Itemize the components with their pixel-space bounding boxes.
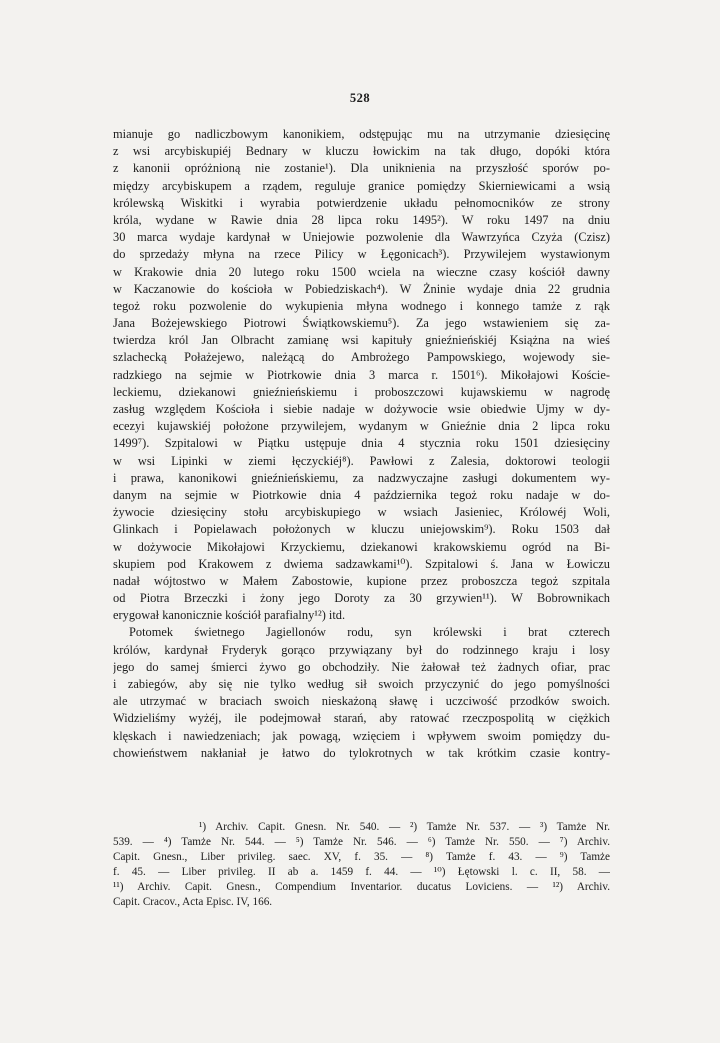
text-line: chowieństwem nakłaniał je łatwo do tylokrotnych w tak krótkim czasie kontry- [113,745,610,760]
paragraph-start-line: Potomek świetnego Jagiellonów rodu, syn królewski i brat czterech [129,625,610,640]
text-line: w Krakowie dnia 20 lutego roku 1500 wciela na wieczne czasy kościół dawny [113,264,610,279]
footnote-line: Capit. Cracov., Acta Episc. IV, 166. [113,896,273,908]
text-line: i zabiegów, aby się nie tylko według sił swoich przyczynić do jego pomyślności [113,677,610,691]
text-line: 30 marca wydaje kardynał w Uniejowie pozwolenie dla Wawrzyńca Czyża (Czisz) [113,230,610,245]
footnote-line: ¹¹) Archiv. Capit. Gnesn., Compendium Inventarior. ducatus Loviciens. — ¹²) Archiv. [113,881,610,893]
text-line: w dożywocie Mikołajowi Krzyckiemu, dziekanowi krakowskiemu ogród na Bi- [113,539,610,554]
footnote-line: ¹) Archiv. Capit. Gnesn. Nr. 540. — ²) Tamże Nr. 537. — ³) Tamże Nr. [199,821,610,833]
text-line: leckiemu, dziekanowi gnieźnieńskiemu i proboszczowi kujawskiemu w nagrodę [113,384,610,399]
text-line: zasług względem Kościoła i siebie nadaje w dożywocie wsie obiedwie Ujmy w dy- [113,402,610,416]
text-line: danym na sejmie w Piotrkowie dnia 4 października tegoż roku nadaje w do- [113,487,610,502]
text-line: erygował kanonicznie kościół parafialny¹²) itd. [113,608,346,623]
text-line: między arcybiskupem a rządem, reguluje granice pomiędzy Skierniewicami a wsią [113,178,610,193]
text-line: tegoż roku pozwolenie do wykupienia młyna wodnego i konnego tamże z rąk [113,298,610,313]
text-line: radzkiego na sejmie w Piotrkowie dnia 3 marca r. 1501⁶). Mikołajowi Koście- [113,367,610,382]
text-line: do sprzedaży młyna na rzece Pilicy w Łęgonicach³). Przywilejem wystawionym [113,247,610,262]
footnote-line: Capit. Gnesn., Liber privileg. saec. XV, f. 35. — ⁸) Tamże f. 43. — ⁹) Tamże [113,851,610,863]
footnote-line: f. 45. — Liber privileg. II ab a. 1459 f. 44. — ¹⁰) Łętowski l. c. II, 58. — [113,866,610,878]
text-line: z kanonii opróżnioną nie zostanie¹). Dla uniknienia na przyszłość sporów po- [113,161,610,176]
body-text [113,126,610,762]
text-line: w wsi Lipinki w ziemi łęczyckiéj⁸). Pawłowi z Zalesia, doktorowi teologii [113,453,610,468]
text-line: od Piotra Brzeczki i żony jego Doroty za 30 grzywien¹¹). W Bobrownikach [113,591,610,606]
text-line: królewską Wiskitki i wyrabia potwierdzenie układu pełnomocników ze strony [113,195,610,210]
text-line: z wsi arcybiskupiéj Bednary w kluczu łowickim na tak długo, dopóki która [113,144,610,159]
text-line: twierdza król Jan Olbracht zamianę wsi kapituły gnieźnieńskiéj Książna na wieś [113,333,610,348]
text-line: Glinkach i Popielawach położonych w kluczu uniejowskim⁹). Roku 1503 dał [113,522,610,537]
text-line: żywocie dziesięciny stołu arcybiskupiego w wsiach Jasieniec, Królowéj Woli, [113,505,610,520]
text-line: w Kaczanowie do kościoła w Pobiedziskach⁴). W Żninie wydaje dnia 22 grudnia [113,281,610,296]
text-line: nadał wójtostwo w Małem Zabostowie, kupione przez proboszcza tegoż szpitala [113,573,610,588]
text-line: szlachecką Połażejewo, należącą do Ambrożego Pampowskiego, wojewody sie- [113,350,610,365]
footnotes [113,820,610,910]
text-line: klęskach i nawiedzeniach; jak powagą, wzięciem i wpływem swoim pomiędzy du- [113,728,610,743]
text-line: 1499⁷). Szpitalowi w Piątku ustępuje dnia 4 stycznia roku 1501 dziesięciny [113,436,610,451]
text-line: skupiem pod Krakowem z dwiema sadzawkami¹⁰). Szpitalowi ś. Jana w Łowiczu [113,556,610,571]
text-line: królów, kardynał Fryderyk gorąco przywiązany był do rodzinnego kraju i losy [113,642,610,657]
text-line: ale utrzymać w braciach swoich nieskażoną sławę i uczciwość przodków swoich. [113,694,610,709]
text-line: Jana Bożejewskiego Piotrowi Świątkowskiemu⁵). Za jego wstawieniem się za- [113,316,610,331]
text-line: Widzieliśmy wyżéj, ile podejmował starań, aby ratować rzeczpospolitą w ciężkich [113,711,610,726]
text-line: jego do samej śmierci żywo go obchodziły. Nie żałował też żadnych ofiar, prac [113,659,610,674]
text-line: ecezyi kujawskiéj położone przywilejem, wydanym w Gnieźnie dnia 2 lipca roku [113,419,610,434]
footnote-line: 539. — ⁴) Tamże Nr. 544. — ⁵) Tamże Nr. 546. — ⁶) Tamże Nr. 550. — ⁷) Archiv. [113,836,610,848]
text-line: i prawa, kanonikowi gnieźnieńskiemu, za nadzwyczajne zasługi dokumentem wy- [113,470,610,485]
text-line: króla, wydane w Rawie dnia 28 lipca roku 1495²). W roku 1497 na dniu [113,212,610,227]
page-number: 528 [349,91,371,105]
text-line: mianuje go nadliczbowym kanonikiem, odstępując mu na utrzymanie dziesięcinę [113,127,610,141]
